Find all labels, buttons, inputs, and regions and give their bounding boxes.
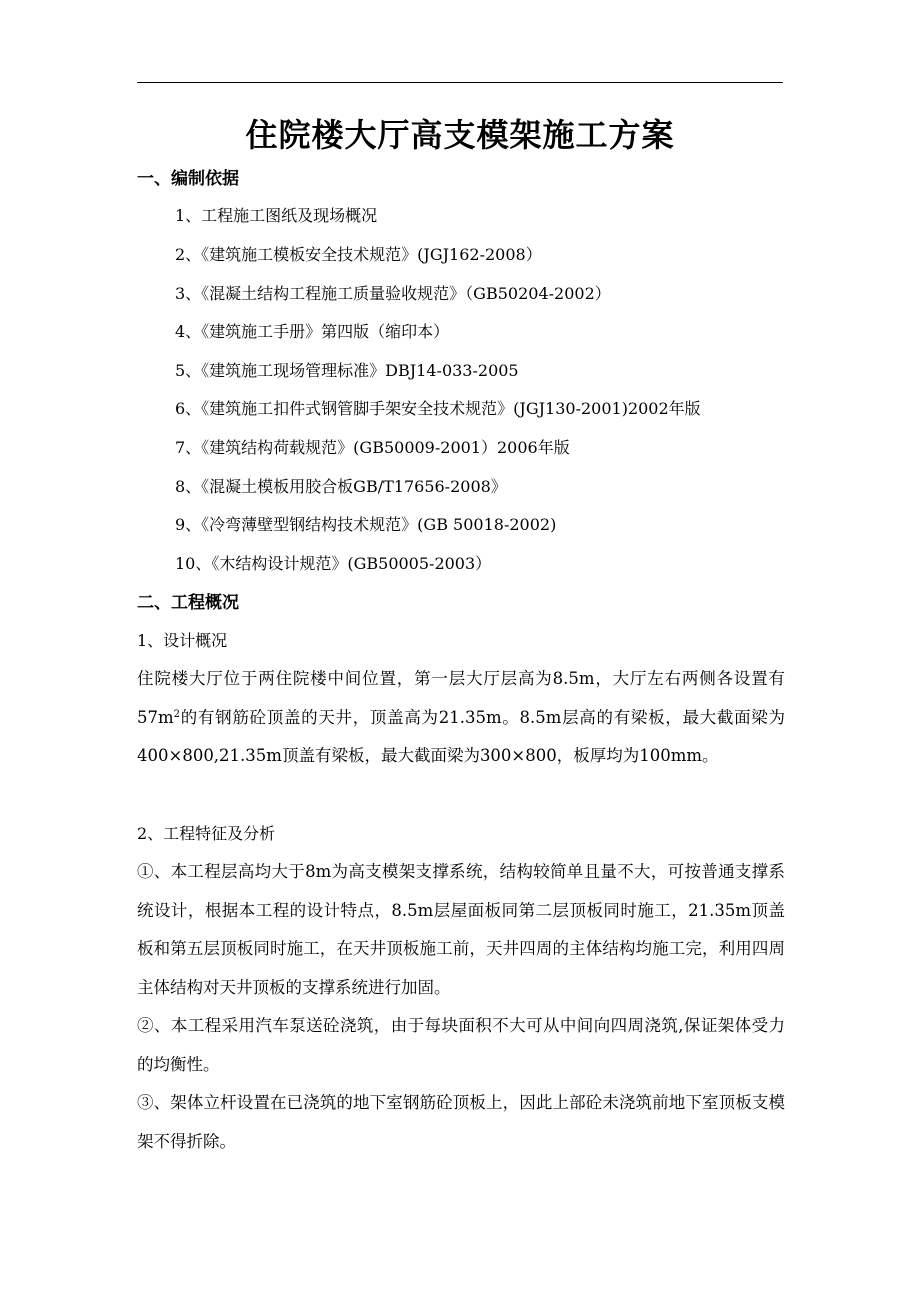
- design-text-part1: 住院楼大厅位于两住院楼中间位置，第一层大厅层高为8.5m，大厅左右两侧各设置有57m: [137, 669, 785, 727]
- feature-paragraph: ③、架体立杆设置在已浇筑的地下室钢筋砼顶板上，因此上部砼未浇筑前地下室顶板支模架不得折除。: [137, 1093, 785, 1151]
- feature-paragraph: ②、本工程采用汽车泵送砼浇筑，由于每块面积不大可从中间向四周浇筑,保证架体受力的均衡性。: [137, 1016, 785, 1074]
- design-overview-paragraph: [137, 660, 785, 776]
- reference-item: 2、《建筑施工模板安全技术规范》(JGJ162-2008）: [175, 245, 542, 264]
- header-rule: [137, 82, 783, 83]
- superscript: 2: [173, 708, 181, 720]
- subsection-heading-design: 1、设计概况: [137, 631, 228, 650]
- reference-item: 9、《冷弯薄壁型钢结构技术规范》(GB 50018-2002): [175, 515, 557, 534]
- reference-item: 7、《建筑结构荷载规范》(GB50009-2001）2006年版: [175, 438, 570, 457]
- subsection-heading-features: 2、工程特征及分析: [137, 824, 276, 843]
- section-heading-overview: 二、工程概况: [137, 593, 239, 613]
- section-heading-basis: 一、编制依据: [137, 169, 239, 189]
- reference-item: 1、工程施工图纸及现场概况: [175, 206, 378, 225]
- reference-item: 10、《木结构设计规范》(GB50005-2003）: [175, 554, 492, 573]
- reference-item: 5、《建筑施工现场管理标准》DBJ14-033-2005: [175, 361, 519, 380]
- document-title: 住院楼大厅高支模架施工方案: [245, 116, 675, 154]
- reference-item: 4、《建筑施工手册》第四版（缩印本）: [175, 322, 450, 341]
- feature-paragraph: ①、本工程层高均大于8m为高支模架支撑系统，结构较简单且量不大，可按普通支撑系统设计，根据本工程的设计特点，8.5m层屋面板同第二层顶板同时施工，21.35m顶盖板和第五层顶板同时施工，在天井顶板施工前，天井四周的主体结构均施工完，利用四周主体结构对天井顶板的支撑系统进行加固。: [137, 862, 785, 997]
- reference-item: 8、《混凝土模板用胶合板GB/T17656-2008》: [175, 477, 507, 496]
- reference-item: 3、《混凝土结构工程施工质量验收规范》（GB50204-2002）: [175, 284, 611, 303]
- reference-item: 6、《建筑施工扣件式钢管脚手架安全技术规范》(JGJ130-2001)2002年版: [175, 399, 701, 418]
- design-text-part2: 的有钢筋砼顶盖的天井，顶盖高为21.35m。8.5m层高的有梁板，最大截面梁为400×800,21.35m顶盖有梁板，最大截面梁为300×800，板厚均为100mm。: [137, 707, 785, 765]
